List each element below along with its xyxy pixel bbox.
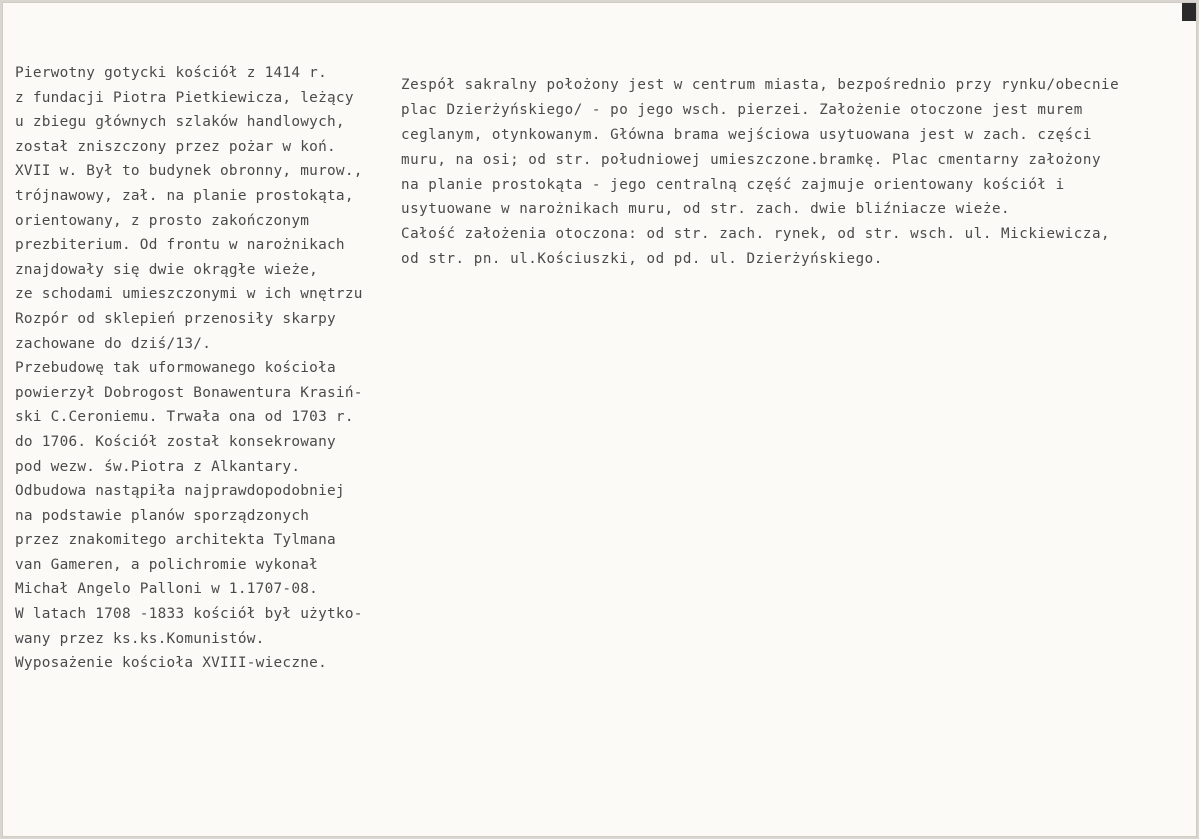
left-text-line: przez znakomitego architekta Tylmana	[15, 532, 336, 549]
left-text-line: Wyposażenie kościoła XVIII-wieczne.	[15, 655, 327, 672]
left-text-line: Michał Angelo Palloni w 1.1707-08.	[15, 581, 319, 598]
right-text-line: Zespół sakralny położony jest w centrum miasta, bezpośrednio przy rynku/obecnie	[401, 77, 1120, 93]
right-text-line: ceglanym, otynkowanym. Główna brama wejściowa usytuowana jest w zach. części	[401, 126, 1092, 143]
left-text-line: orientowany, z prosto zakończonym	[15, 212, 310, 229]
left-text-line: prezbiterium. Od frontu w narożnikach	[15, 237, 345, 254]
right-text-line: usytuowane w narożnikach muru, od str. zach. dwie bliźniacze wieże.	[401, 201, 1011, 218]
left-text-line: znajdowały się dwie okrągłe wieże,	[15, 261, 319, 278]
right-text-line: na planie prostokąta - jego centralną część zajmuje orientowany kościół i	[401, 176, 1065, 193]
left-text-line: XVII w. Był to budynek obronny, murow.,	[15, 163, 363, 180]
left-text-line: van Gameren, a polichromie wykonał	[15, 556, 319, 573]
left-text-line: do 1706. Kościół został konsekrowany	[15, 433, 336, 450]
left-text-line: pod wezw. św.Piotra z Alkantary.	[15, 458, 301, 475]
left-text-line: ze schodami umieszczonymi w ich wnętrzu	[15, 286, 363, 303]
left-text-line: powierzył Dobrogost Bonawentura Krasiń-	[15, 384, 363, 401]
left-text-line: u zbiegu głównych szlaków handlowych,	[15, 114, 345, 131]
left-text-line: Przebudowę tak uformowanego kościoła	[15, 360, 336, 377]
left-text-line: wany przez ks.ks.Komunistów.	[15, 630, 265, 647]
right-text-line: od str. pn. ul.Kościuszki, od pd. ul. Dzierżyńskiego.	[401, 251, 883, 268]
left-text-line: Rozpór od sklepień przenosiły skarpy	[15, 310, 336, 327]
left-text-line: na podstawie planów sporządzonych	[15, 507, 310, 524]
left-text-line: W latach 1708 -1833 kościół był użytko-	[15, 606, 363, 623]
left-text-line: został zniszczony przez pożar w koń.	[15, 138, 336, 155]
right-text-line: plac Dzierżyńskiego/ - po jego wsch. pierzei. Założenie otoczone jest murem	[401, 101, 1083, 118]
left-text-column	[15, 61, 410, 676]
left-text-line: ski C.Ceroniemu. Trwała ona od 1703 r.	[15, 409, 354, 426]
left-text-line: Pierwotny gotycki kościół z 1414 r.	[15, 65, 327, 81]
archive-card	[2, 2, 1197, 837]
corner-mark	[1182, 3, 1196, 21]
left-text-line: Odbudowa nastąpiła najprawdopodobniej	[15, 483, 345, 500]
right-text-column	[401, 73, 1196, 272]
left-text-line: zachowane do dziś/13/.	[15, 335, 212, 352]
left-text-line: trójnawowy, zał. na planie prostokąta,	[15, 187, 354, 204]
right-text-line: Całość założenia otoczona: od str. zach. rynek, od str. wsch. ul. Mickiewicza,	[401, 226, 1111, 243]
right-text-line: muru, na osi; od str. południowej umieszczone.bramkę. Plac cmentarny założony	[401, 151, 1102, 168]
left-text-line: z fundacji Piotra Pietkiewicza, leżący	[15, 89, 354, 106]
